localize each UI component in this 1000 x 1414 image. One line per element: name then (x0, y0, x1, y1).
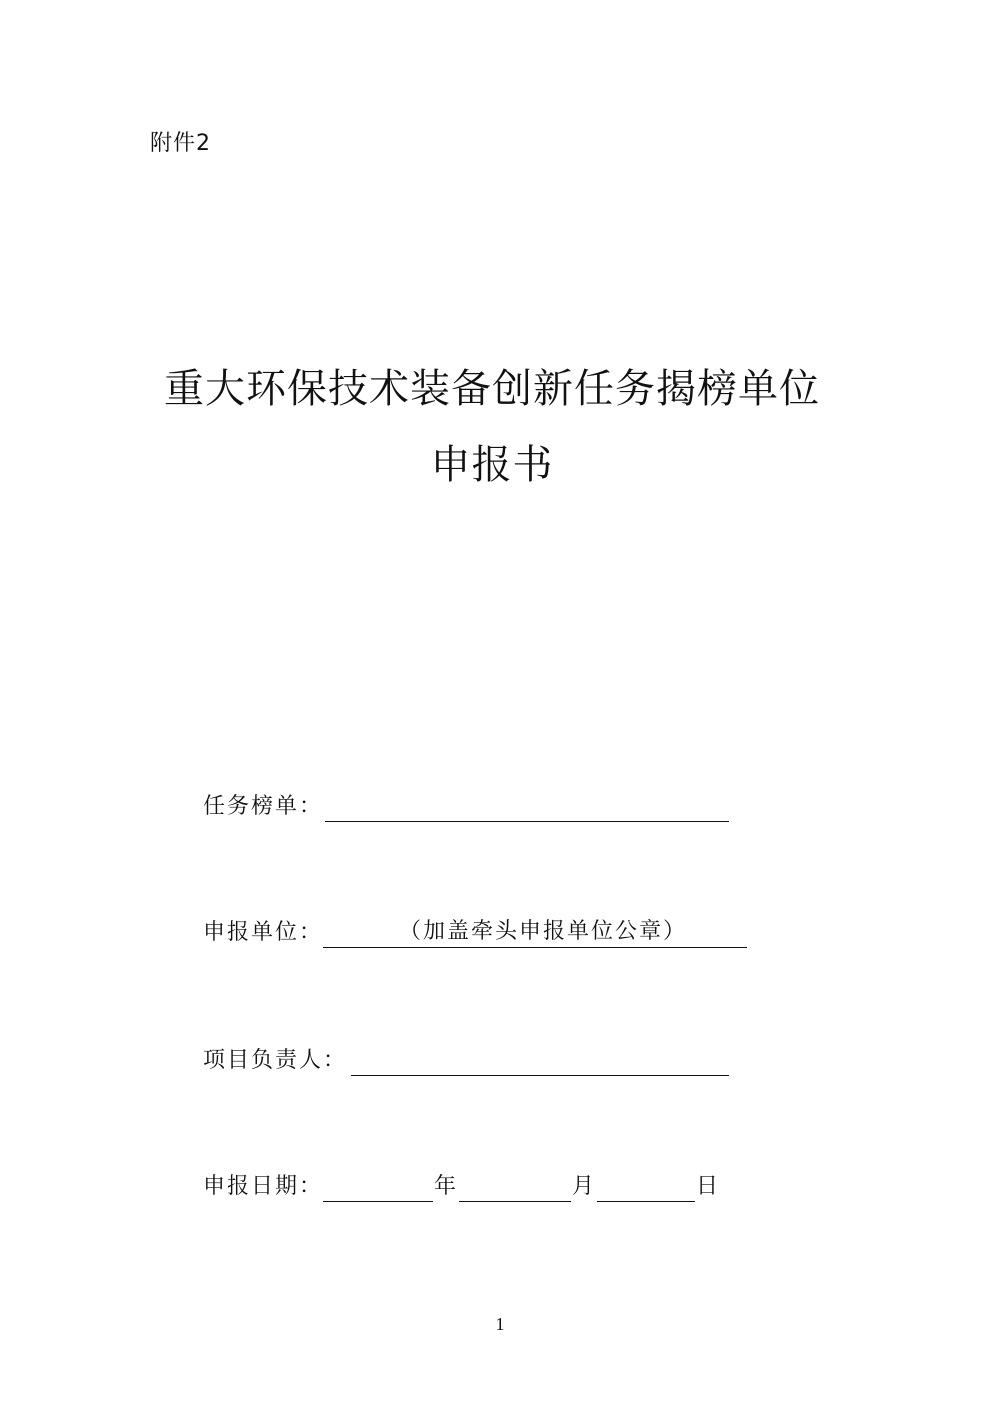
page-number: 1 (495, 1314, 505, 1334)
document-title-line1: 重大环保技术装备创新任务揭榜单位 (164, 366, 820, 412)
task-list-blank[interactable] (325, 793, 729, 822)
applicant-unit-label: 申报单位： (203, 920, 324, 945)
application-date-label: 申报日期： (203, 1174, 324, 1199)
project-leader-blank[interactable] (351, 1047, 729, 1076)
month-blank[interactable] (459, 1173, 571, 1202)
seal-hint: （加盖牵头申报单位公章） (399, 919, 688, 944)
document-title-line2: 申报书 (430, 442, 554, 488)
attachment-label: 附件2 (150, 131, 211, 156)
project-leader-field (203, 1040, 729, 1076)
task-list-label: 任务榜单： (203, 794, 324, 819)
day-label: 日 (696, 1174, 721, 1199)
application-date-field (203, 1166, 721, 1202)
year-blank[interactable] (323, 1173, 433, 1202)
year-label: 年 (434, 1174, 459, 1199)
task-list-field (203, 786, 729, 822)
applicant-unit-field (203, 912, 747, 948)
applicant-unit-blank[interactable] (323, 917, 747, 948)
day-blank[interactable] (597, 1173, 695, 1202)
month-label: 月 (572, 1174, 597, 1199)
project-leader-label: 项目负责人： (203, 1048, 348, 1073)
